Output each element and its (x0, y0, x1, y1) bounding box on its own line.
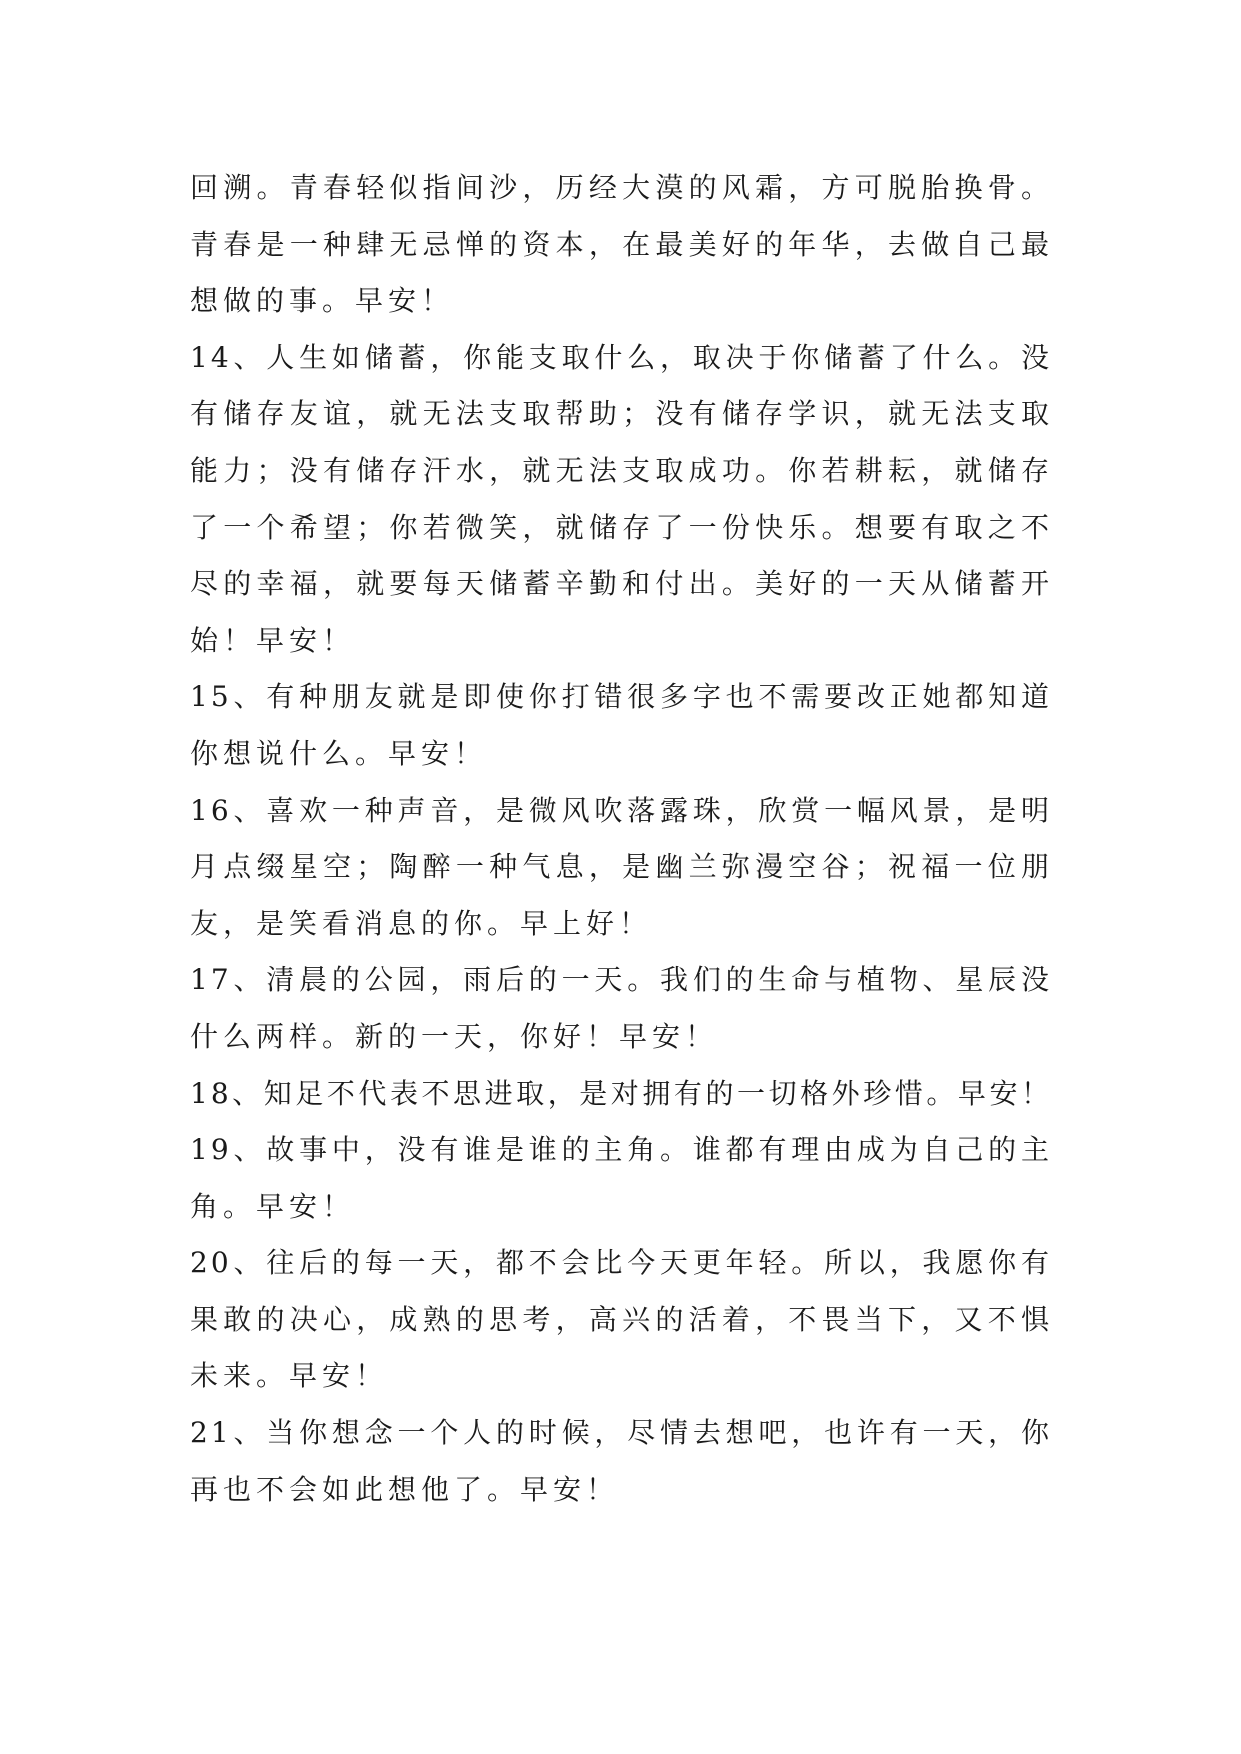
text-line: 21、当你想念一个人的时候，尽情去想吧，也许有一天，你 (190, 1416, 1052, 1450)
text-line: 了一个希望；你若微笑，就储存了一份快乐。想要有取之不 (190, 510, 1052, 544)
paragraph-18 (190, 1066, 1052, 1123)
text-line: 想做的事。早安！ (190, 284, 455, 318)
text-line: 果敢的决心，成熟的思考，高兴的活着，不畏当下，又不惧 (190, 1302, 1052, 1336)
text-line: 尽的幸福，就要每天储蓄辛勤和付出。美好的一天从储蓄开 (190, 567, 1052, 601)
text-line: 18、知足不代表不思进取，是对拥有的一切格外珍惜。早安！ (190, 1076, 1052, 1110)
text-line: 青春是一种肆无忌惮的资本，在最美好的年华，去做自己最 (190, 227, 1052, 261)
paragraph-15 (190, 669, 1052, 782)
text-line: 17、清晨的公园，雨后的一天。我们的生命与植物、星辰没 (190, 963, 1052, 997)
paragraph-21 (190, 1405, 1052, 1518)
text-line: 友，是笑看消息的你。早上好！ (190, 906, 653, 940)
paragraph-13-continued (190, 160, 1052, 330)
text-line: 什么两样。新的一天，你好！早安！ (190, 1019, 719, 1053)
text-line: 始！早安！ (190, 623, 356, 657)
paragraph-19 (190, 1122, 1052, 1235)
text-line: 未来。早安！ (190, 1359, 389, 1393)
text-line: 14、人生如储蓄，你能支取什么，取决于你储蓄了什么。没 (190, 340, 1052, 374)
text-line: 20、往后的每一天，都不会比今天更年轻。所以，我愿你有 (190, 1246, 1052, 1280)
text-line: 月点缀星空；陶醉一种气息，是幽兰弥漫空谷；祝福一位朋 (190, 850, 1052, 884)
paragraph-20 (190, 1235, 1052, 1405)
text-line: 角。早安！ (190, 1189, 356, 1223)
text-line: 15、有种朋友就是即使你打错很多字也不需要改正她都知道 (190, 680, 1052, 714)
text-line: 回溯。青春轻似指间沙，历经大漠的风霜，方可脱胎换骨。 (190, 171, 1052, 204)
text-line: 你想说什么。早安！ (190, 736, 488, 770)
text-line: 再也不会如此想他了。早安！ (190, 1472, 620, 1506)
document-body (190, 160, 1052, 1518)
paragraph-17 (190, 952, 1052, 1065)
text-line: 有储存友谊，就无法支取帮助；没有储存学识，就无法支取 (190, 397, 1052, 431)
paragraph-14 (190, 330, 1052, 670)
paragraph-16 (190, 783, 1052, 953)
text-line: 19、故事中，没有谁是谁的主角。谁都有理由成为自己的主 (190, 1133, 1052, 1167)
text-line: 16、喜欢一种声音，是微风吹落露珠，欣赏一幅风景，是明 (190, 793, 1052, 827)
text-line: 能力；没有储存汗水，就无法支取成功。你若耕耘，就储存 (190, 453, 1052, 487)
